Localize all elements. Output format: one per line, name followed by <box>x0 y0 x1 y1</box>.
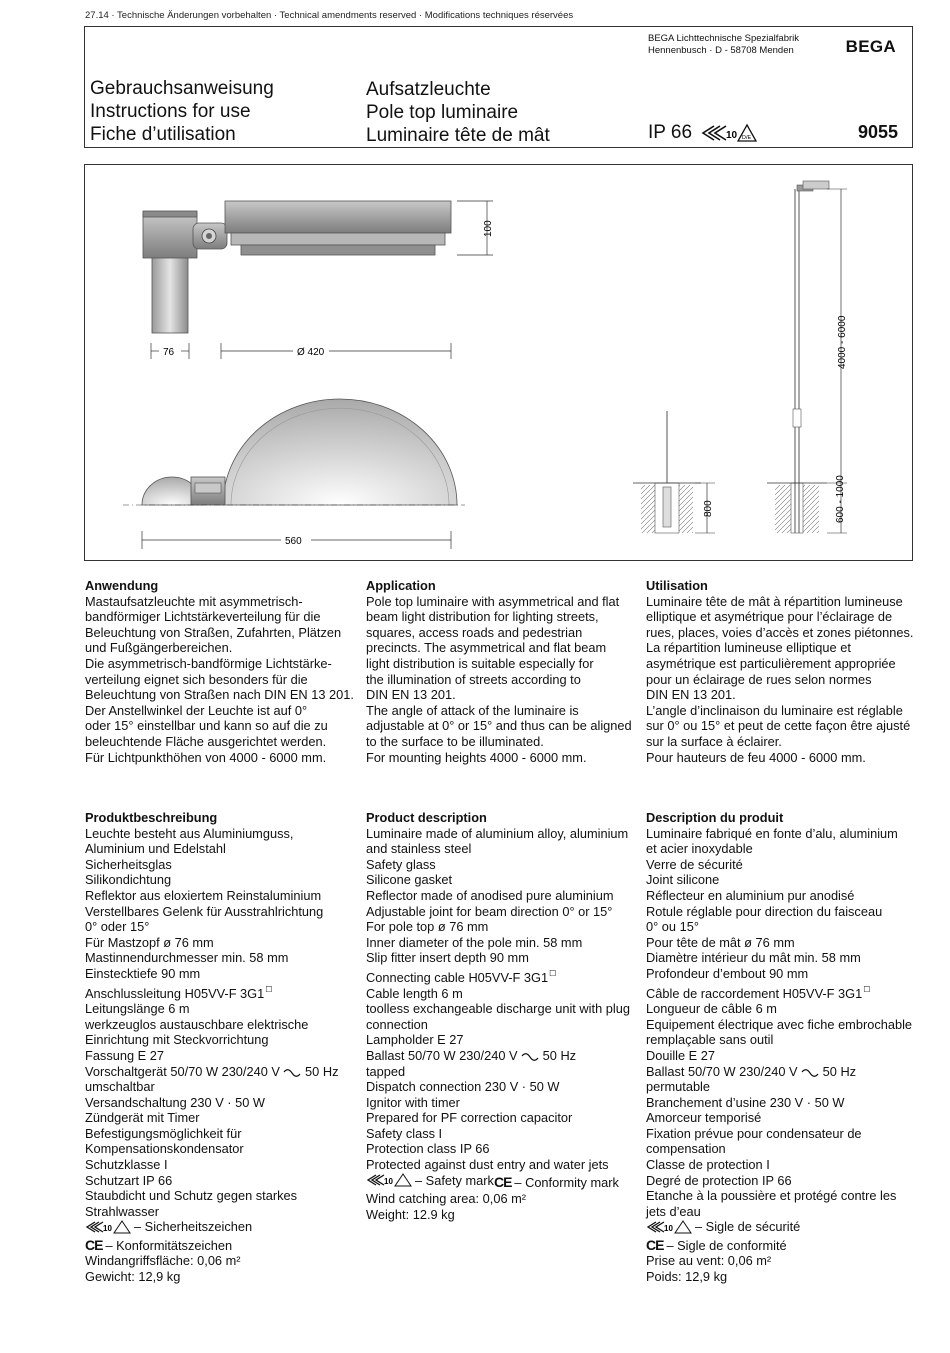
conformity-mark-line: CE – Sigle de conformité <box>646 1236 787 1253</box>
safety-mark-line: 10 – Sicherheitszeichen <box>85 1219 252 1235</box>
text-line: Reflector made of anodised pure aluminium <box>366 887 614 903</box>
text-line: Weight: 12.9 kg <box>366 1206 455 1222</box>
text-line: Luminaire fabriqué en fonte d’alu, aluminium <box>646 825 898 841</box>
text-line: Befestigungsmöglichkeit für <box>85 1125 242 1141</box>
text-line: For mounting heights 4000 - 6000 mm. <box>366 749 587 765</box>
text-line: Einrichtung mit Steckvorrichtung <box>85 1032 269 1048</box>
application-fr-text <box>646 594 921 766</box>
luminaire-dome <box>223 399 457 505</box>
text-line: werkzeuglos austauschbare elektrische <box>85 1016 309 1032</box>
text-line: Verre de sécurité <box>646 856 743 872</box>
text-line: Aluminium und Edelstahl <box>85 841 226 857</box>
svg-text:10: 10 <box>384 1177 393 1187</box>
text-line: Silicone gasket <box>366 872 453 888</box>
dimension-height <box>457 201 494 255</box>
dimension-pole-height-label: 4000 - 6000 <box>837 315 848 369</box>
dimension-foundation-label: 800 <box>703 500 714 517</box>
text-line: permutable <box>646 1079 711 1095</box>
impact-class-number: 10 <box>726 129 738 141</box>
text-line: remplaçable sans outil <box>646 1032 774 1048</box>
text-line: Slip fitter insert depth 90 mm <box>366 950 529 966</box>
application-de-text <box>85 594 360 766</box>
text-line: et acier inoxydable <box>646 841 753 857</box>
doc-type-de: Gebrauchsanweisung <box>90 78 274 99</box>
doc-type-en: Instructions for use <box>90 101 251 122</box>
text-line: Safety glass <box>366 856 436 872</box>
text-line: Mastinnendurchmesser min. 58 mm <box>85 950 289 966</box>
text-line: Prepared for PF correction capacitor <box>366 1110 573 1126</box>
document-header <box>84 26 913 148</box>
plug-symbol-icon: ☐ <box>863 984 871 994</box>
text-line: tapped <box>366 1063 406 1079</box>
application-en-heading: Application <box>366 578 436 593</box>
text-line: Prise au vent: 0,06 m² <box>646 1253 772 1269</box>
ballast-line: Ballast 50/70 W 230/240 V 50 Hz <box>366 1047 577 1063</box>
text-line: Câble de raccordement H05VV-F 3G1☐ <box>646 984 871 1001</box>
application-de-heading: Anwendung <box>85 578 159 593</box>
text-line: L’angle d’inclinaison du luminaire est réglable <box>646 702 903 718</box>
dimension-depth <box>142 531 451 549</box>
text-line: Ignitor with timer <box>366 1094 460 1110</box>
text-line: Sicherheitsglas <box>85 856 172 872</box>
text-line: Luminaire tête de mât à répartition lumineuse <box>646 593 903 609</box>
text-line: Douille E 27 <box>646 1047 716 1063</box>
text-line: Strahlwasser <box>85 1203 159 1219</box>
ac-wave-icon <box>283 1068 301 1078</box>
text-line: Protected against dust entry and water jets <box>366 1157 609 1173</box>
plug-symbol-icon: ☐ <box>549 968 557 978</box>
ac-wave-icon <box>801 1068 819 1078</box>
text-line: beleuchtende Fläche ausgerichtet werden. <box>85 733 327 749</box>
text-line: Die asymmetrisch-bandförmige Lichtstärke- <box>85 655 332 671</box>
dimension-drawing <box>85 165 912 560</box>
dimension-height-label: 100 <box>483 220 494 237</box>
pole-top <box>152 257 188 333</box>
text-line: Poids: 12,9 kg <box>646 1269 728 1285</box>
description-en-heading: Product description <box>366 810 487 825</box>
text-line: to the surface to be illuminated. <box>366 733 544 749</box>
ip-rating: IP 66 <box>648 122 693 143</box>
description-en <box>366 810 641 1222</box>
text-line: DIN EN 13 201. <box>646 687 736 703</box>
company-name: BEGA Lichttechnische Spezialfabrik <box>648 33 800 44</box>
text-line: Leitungslänge 6 m <box>85 1001 190 1017</box>
conformity-mark-line: CE – Konformitätszeichen <box>85 1236 233 1253</box>
text-line: und Fußgängerbereichen. <box>85 640 233 656</box>
text-line: pour un éclairage de rues selon normes <box>646 671 872 687</box>
conformity-mark-line: CE – Conformity mark <box>493 1174 619 1191</box>
description-de-heading: Produktbeschreibung <box>85 810 218 825</box>
ip-rating-row <box>648 122 758 144</box>
dimension-depth-label: 560 <box>285 536 302 547</box>
document-type <box>90 77 274 146</box>
text-line: rues, places, voies d’accès et zones piétonnes. <box>646 624 914 640</box>
text-line: jets d’eau <box>646 1203 701 1219</box>
text-line: asymétrique est particulièrement appropriée <box>646 655 896 671</box>
side-view-luminaire <box>143 201 451 333</box>
luminaire-housing <box>225 201 451 233</box>
ce-mark-icon: CE <box>493 1174 512 1191</box>
text-line: bandförmiger Lichtstärkeverteilung für die <box>85 609 321 625</box>
text-line: elliptique et asymétrique pour l’éclairage de <box>646 609 893 625</box>
text-line: Adjustable joint for beam direction 0° or 15° <box>366 903 613 919</box>
text-line: Inner diameter of the pole min. 58 mm <box>366 934 583 950</box>
text-line: Diamètre intérieur du mât min. 58 mm <box>646 950 861 966</box>
text-line: Profondeur d’embout 90 mm <box>646 965 809 981</box>
description-fr-heading: Description du produit <box>646 810 784 825</box>
text-line: For pole top ø 76 mm <box>366 919 489 935</box>
text-line: Beleuchtung von Straßen, Zufahrten, Plätzen <box>85 624 342 640</box>
text-line: Schutzart IP 66 <box>85 1172 173 1188</box>
text-line: sur la surface à éclairer. <box>646 733 782 749</box>
application-fr <box>646 578 921 765</box>
application-en <box>366 578 641 765</box>
text-line: precincts. The asymmetrical and flat beam <box>366 640 607 656</box>
text-line: and stainless steel <box>366 841 472 857</box>
text-line: Leuchte besteht aus Aluminiumguss, <box>85 825 294 841</box>
text-line: Schutzklasse I <box>85 1157 168 1173</box>
text-line: Fassung E 27 <box>85 1047 164 1063</box>
text-line: Branchement d’usine 230 V · 50 W <box>646 1094 845 1110</box>
text-line: Versandschaltung 230 V · 50 W <box>85 1094 265 1110</box>
text-line: Lampholder E 27 <box>366 1032 464 1048</box>
text-line: Longueur de câble 6 m <box>646 1001 777 1017</box>
text-line: umschaltbar <box>85 1079 155 1095</box>
text-line: Rotule réglable pour direction du faisceau <box>646 903 883 919</box>
company-address <box>648 33 799 57</box>
text-line: oder 15° einstellbar und kann so auf die zu <box>85 718 328 734</box>
text-line: Reflektor aus eloxiertem Reinstaluminium <box>85 887 322 903</box>
company-location: Hennenbusch · D - 58708 Menden <box>648 45 794 56</box>
ballast-line: Ballast 50/70 W 230/240 V 50 Hz <box>646 1063 857 1079</box>
ac-wave-icon <box>521 1052 539 1062</box>
text-line: Wind catching area: 0,06 m² <box>366 1191 527 1207</box>
text-line: Der Anstellwinkel der Leuchte ist auf 0° <box>85 702 308 718</box>
text-line: adjustable at 0° or 15° and thus can be aligned <box>366 718 632 734</box>
text-line: Beleuchtung von Straßen nach DIN EN 13 201. <box>85 687 354 703</box>
text-line: Dispatch connection 230 V · 50 W <box>366 1079 560 1095</box>
text-line: toolless exchangeable discharge unit with plug <box>366 1001 630 1017</box>
text-line: Cable length 6 m <box>366 985 463 1001</box>
impact-class-icon <box>700 123 758 143</box>
product-name-de: Aufsatzleuchte <box>366 79 491 100</box>
text-line: Für Lichtpunkthöhen von 4000 - 6000 mm. <box>85 749 327 765</box>
ce-mark-icon: CE <box>85 1236 103 1253</box>
product-name-fr: Luminaire tête de mât <box>366 125 550 146</box>
text-line: La répartition lumineuse elliptique et <box>646 640 851 656</box>
text-line: Equipement électrique avec fiche embrochable <box>646 1016 913 1032</box>
text-line: Joint silicone <box>646 872 720 888</box>
product-name-en: Pole top luminaire <box>366 102 519 123</box>
text-line: Pour hauteurs de feu 4000 - 6000 mm. <box>646 749 866 765</box>
text-line: Fixation prévue pour condensateur de <box>646 1125 862 1141</box>
description-fr <box>646 810 921 1285</box>
text-line: Einstecktiefe 90 mm <box>85 965 201 981</box>
svg-text:10: 10 <box>103 1224 112 1234</box>
safety-mark-line: 10 – Safety mark <box>366 1173 494 1189</box>
text-line: Gewicht: 12,9 kg <box>85 1269 181 1285</box>
revision-note: 27.14 · Technische Änderungen vorbehalten · Technical amendments reserved · Modifications techniques réservées <box>85 10 574 21</box>
pole-elevation <box>767 181 848 533</box>
text-line: squares, access roads and pedestrian <box>366 624 583 640</box>
plug-symbol-icon: ☐ <box>265 984 273 994</box>
text-line: connection <box>366 1016 428 1032</box>
brand-logo: BEGA <box>845 37 896 56</box>
text-line: The angle of attack of the luminaire is <box>366 702 579 718</box>
safety-mark-line: 10 – Sigle de sécurité <box>646 1219 800 1235</box>
text-line: Protection class IP 66 <box>366 1141 490 1157</box>
text-line: Classe de protection I <box>646 1157 770 1173</box>
text-line: Staubdicht und Schutz gegen starkes <box>85 1188 297 1204</box>
text-line: DIN EN 13 201. <box>366 687 456 703</box>
top-view-luminaire <box>123 399 465 505</box>
text-line: Pour tête de mât ø 76 mm <box>646 934 795 950</box>
text-line: Silikondichtung <box>85 872 172 888</box>
text-line: Amorceur temporisé <box>646 1110 762 1126</box>
text-line: Degré de protection IP 66 <box>646 1172 792 1188</box>
description-de <box>85 810 360 1285</box>
text-line: Pole top luminaire with asymmetrical and flat <box>366 593 620 609</box>
text-line: Für Mastzopf ø 76 mm <box>85 934 214 950</box>
text-line: Windangriffsfläche: 0,06 m² <box>85 1253 241 1269</box>
application-de <box>85 578 360 765</box>
text-line: Réflecteur en aluminium pur anodisé <box>646 887 855 903</box>
ballast-line: Vorschaltgerät 50/70 W 230/240 V 50 Hz <box>85 1063 339 1079</box>
text-line: Mastaufsatzleuchte mit asymmetrisch- <box>85 593 303 609</box>
text-line: Etanche à la poussière et protégé contre les <box>646 1188 897 1204</box>
dimension-burial-label: 600 - 1000 <box>835 475 846 523</box>
safety-mark-icon <box>366 1173 412 1187</box>
technical-drawing <box>84 164 913 561</box>
safety-mark-icon <box>646 1220 692 1234</box>
text-line: compensation <box>646 1141 726 1157</box>
text-line: the illumination of streets according to <box>366 671 581 687</box>
application-fr-heading: Utilisation <box>646 578 708 593</box>
product-name <box>366 78 550 147</box>
dimension-diameter-label: Ø 420 <box>297 347 325 358</box>
text-line: Anschlussleitung H05VV-F 3G1☐ <box>85 984 273 1001</box>
dimension-top <box>151 343 451 359</box>
text-line: Connecting cable H05VV-F 3G1☐ <box>366 968 557 985</box>
text-line: Verstellbares Gelenk für Ausstrahlrichtung <box>85 903 324 919</box>
text-line: 0° ou 15° <box>646 919 699 935</box>
svg-text:10: 10 <box>664 1224 673 1234</box>
text-line: 0° oder 15° <box>85 919 150 935</box>
joint-housing <box>143 213 197 258</box>
text-line: Luminaire made of aluminium alloy, aluminium <box>366 825 629 841</box>
application-en-text <box>366 594 641 766</box>
text-line: Zündgerät mit Timer <box>85 1110 200 1126</box>
text-line: light distribution is suitable especially for <box>366 655 594 671</box>
ground-anchor <box>633 411 715 533</box>
doc-type-fr: Fiche d’utilisation <box>90 124 236 145</box>
ce-mark-icon: CE <box>646 1236 664 1253</box>
text-line: Safety class I <box>366 1125 443 1141</box>
text-line: Kompensationskondensator <box>85 1141 244 1157</box>
safety-mark-icon <box>85 1220 131 1234</box>
article-number: 9055 <box>857 122 898 142</box>
vde-mark: D/E <box>742 134 752 141</box>
dimension-mount-label: 76 <box>163 347 175 358</box>
text-line: verteilung eignet sich besonders für die <box>85 671 308 687</box>
text-line: sur 0° ou 15° et peut de cette façon être ajusté <box>646 718 911 734</box>
text-line: beam light distribution for lighting streets, <box>366 609 599 625</box>
